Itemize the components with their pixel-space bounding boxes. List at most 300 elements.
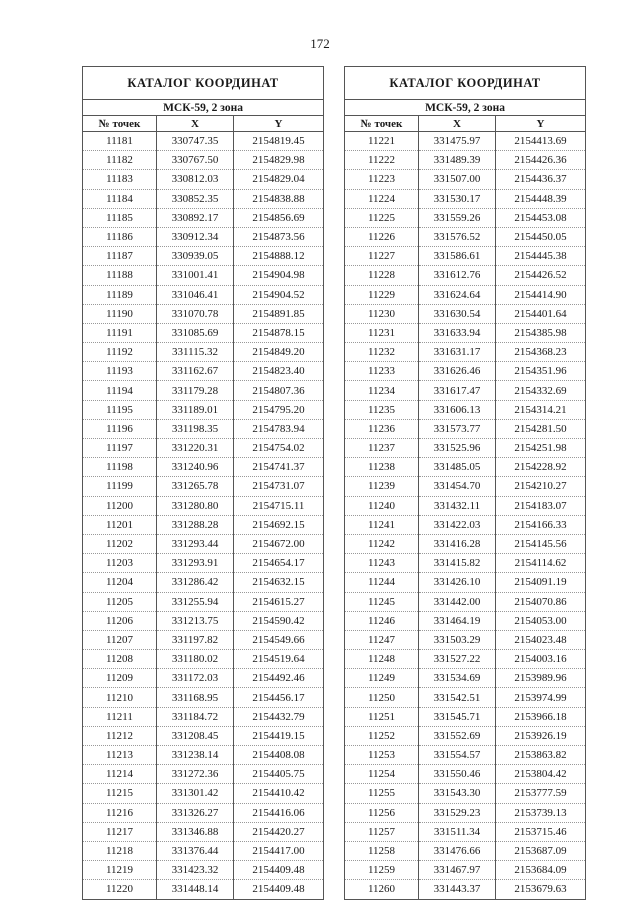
point-number-cell: 11195 (83, 400, 157, 419)
table-row (83, 227, 324, 246)
table-row (83, 554, 324, 573)
table-row (83, 151, 324, 170)
point-number-cell: 11239 (345, 477, 419, 496)
y-coordinate-cell: 2154281.50 (496, 419, 586, 438)
y-coordinate-cell: 2154590.42 (234, 611, 324, 630)
y-coordinate-cell: 2154891.85 (234, 304, 324, 323)
y-coordinate-cell: 2154405.75 (234, 765, 324, 784)
point-number-cell: 11212 (83, 726, 157, 745)
table-row (345, 285, 586, 304)
y-coordinate-cell: 2154849.20 (234, 343, 324, 362)
column-header-point-number: № точек (345, 116, 419, 132)
x-coordinate-cell: 331534.69 (419, 669, 496, 688)
table-row (345, 630, 586, 649)
table-row (83, 247, 324, 266)
table-row (345, 688, 586, 707)
point-number-cell: 11197 (83, 439, 157, 458)
table-row (83, 496, 324, 515)
point-number-cell: 11244 (345, 573, 419, 592)
x-coordinate-cell: 331624.64 (419, 285, 496, 304)
y-coordinate-cell: 2153966.18 (496, 707, 586, 726)
x-coordinate-cell: 331576.52 (419, 227, 496, 246)
column-header-point-number: № точек (83, 116, 157, 132)
y-coordinate-cell: 2154888.12 (234, 247, 324, 266)
y-coordinate-cell: 2154426.52 (496, 266, 586, 285)
x-coordinate-cell: 331208.45 (157, 726, 234, 745)
catalog-title: КАТАЛОГ КООРДИНАТ (83, 67, 324, 100)
table-row (83, 611, 324, 630)
x-coordinate-cell: 331559.26 (419, 208, 496, 227)
x-coordinate-cell: 331467.97 (419, 861, 496, 880)
table-row (83, 650, 324, 669)
point-number-cell: 11192 (83, 343, 157, 362)
point-number-cell: 11260 (345, 880, 419, 899)
y-coordinate-cell: 2154873.56 (234, 227, 324, 246)
x-coordinate-cell: 331070.78 (157, 304, 234, 323)
x-coordinate-cell: 331184.72 (157, 707, 234, 726)
y-coordinate-cell: 2153863.82 (496, 746, 586, 765)
y-coordinate-cell: 2153989.96 (496, 669, 586, 688)
table-row (345, 746, 586, 765)
x-coordinate-cell: 331527.22 (419, 650, 496, 669)
x-coordinate-cell: 331432.11 (419, 496, 496, 515)
table-row (345, 227, 586, 246)
y-coordinate-cell: 2154904.98 (234, 266, 324, 285)
y-coordinate-cell: 2153739.13 (496, 803, 586, 822)
column-header-y: Y (234, 116, 324, 132)
y-coordinate-cell: 2154856.69 (234, 208, 324, 227)
point-number-cell: 11213 (83, 746, 157, 765)
y-coordinate-cell: 2154829.04 (234, 170, 324, 189)
point-number-cell: 11221 (345, 132, 419, 151)
x-coordinate-cell: 331550.46 (419, 765, 496, 784)
table-row (345, 323, 586, 342)
y-coordinate-cell: 2153926.19 (496, 726, 586, 745)
y-coordinate-cell: 2154228.92 (496, 458, 586, 477)
point-number-cell: 11233 (345, 362, 419, 381)
y-coordinate-cell: 2154145.56 (496, 534, 586, 553)
x-coordinate-cell: 331426.10 (419, 573, 496, 592)
y-coordinate-cell: 2154445.38 (496, 247, 586, 266)
point-number-cell: 11184 (83, 189, 157, 208)
table-row (345, 362, 586, 381)
point-number-cell: 11256 (345, 803, 419, 822)
y-coordinate-cell: 2154419.15 (234, 726, 324, 745)
table-row (83, 439, 324, 458)
point-number-cell: 11246 (345, 611, 419, 630)
table-row (83, 170, 324, 189)
y-coordinate-cell: 2154754.02 (234, 439, 324, 458)
x-coordinate-cell: 330747.35 (157, 132, 234, 151)
catalog-body (83, 132, 324, 900)
x-coordinate-cell: 331376.44 (157, 841, 234, 860)
x-coordinate-cell: 331554.57 (419, 746, 496, 765)
y-coordinate-cell: 2154632.15 (234, 573, 324, 592)
page-number: 172 (310, 36, 330, 51)
point-number-cell: 11187 (83, 247, 157, 266)
y-coordinate-cell: 2154615.27 (234, 592, 324, 611)
x-coordinate-cell: 331422.03 (419, 515, 496, 534)
x-coordinate-cell: 331255.94 (157, 592, 234, 611)
x-coordinate-cell: 331454.70 (419, 477, 496, 496)
point-number-cell: 11194 (83, 381, 157, 400)
table-row (345, 400, 586, 419)
y-coordinate-cell: 2154210.27 (496, 477, 586, 496)
table-row (345, 496, 586, 515)
x-coordinate-cell: 331525.96 (419, 439, 496, 458)
x-coordinate-cell: 331240.96 (157, 458, 234, 477)
y-coordinate-cell: 2154426.36 (496, 151, 586, 170)
x-coordinate-cell: 331288.28 (157, 515, 234, 534)
table-row (83, 458, 324, 477)
x-coordinate-cell: 331543.30 (419, 784, 496, 803)
point-number-cell: 11225 (345, 208, 419, 227)
point-number-cell: 11251 (345, 707, 419, 726)
point-number-cell: 11202 (83, 534, 157, 553)
table-row (83, 707, 324, 726)
x-coordinate-cell: 331612.76 (419, 266, 496, 285)
table-row (83, 822, 324, 841)
point-number-cell: 11211 (83, 707, 157, 726)
y-coordinate-cell: 2154332.69 (496, 381, 586, 400)
x-coordinate-cell: 331476.66 (419, 841, 496, 860)
point-number-cell: 11214 (83, 765, 157, 784)
table-row (345, 189, 586, 208)
x-coordinate-cell: 331180.02 (157, 650, 234, 669)
y-coordinate-cell: 2154385.98 (496, 323, 586, 342)
point-number-cell: 11210 (83, 688, 157, 707)
point-number-cell: 11203 (83, 554, 157, 573)
x-coordinate-cell: 331606.13 (419, 400, 496, 419)
table-row (345, 573, 586, 592)
point-number-cell: 11226 (345, 227, 419, 246)
point-number-cell: 11191 (83, 323, 157, 342)
point-number-cell: 11182 (83, 151, 157, 170)
y-coordinate-cell: 2154417.00 (234, 841, 324, 860)
point-number-cell: 11196 (83, 419, 157, 438)
x-coordinate-cell: 331115.32 (157, 343, 234, 362)
x-coordinate-cell: 331238.14 (157, 746, 234, 765)
table-row (345, 170, 586, 189)
y-coordinate-cell: 2154741.37 (234, 458, 324, 477)
table-row (345, 515, 586, 534)
table-row (83, 573, 324, 592)
y-coordinate-cell: 2154436.37 (496, 170, 586, 189)
x-coordinate-cell: 331189.01 (157, 400, 234, 419)
table-row (83, 841, 324, 860)
point-number-cell: 11201 (83, 515, 157, 534)
table-row (345, 765, 586, 784)
y-coordinate-cell: 2154414.90 (496, 285, 586, 304)
point-number-cell: 11208 (83, 650, 157, 669)
catalog-title: КАТАЛОГ КООРДИНАТ (345, 67, 586, 100)
y-coordinate-cell: 2154183.07 (496, 496, 586, 515)
x-coordinate-cell: 331346.88 (157, 822, 234, 841)
catalog-zone: МСК-59, 2 зона (345, 100, 586, 116)
table-row (345, 381, 586, 400)
table-row (345, 726, 586, 745)
table-row (83, 688, 324, 707)
table-row (83, 343, 324, 362)
point-number-cell: 11252 (345, 726, 419, 745)
x-coordinate-cell: 331485.05 (419, 458, 496, 477)
y-coordinate-cell: 2154166.33 (496, 515, 586, 534)
y-coordinate-cell: 2154715.11 (234, 496, 324, 515)
x-coordinate-cell: 331220.31 (157, 439, 234, 458)
y-coordinate-cell: 2154401.64 (496, 304, 586, 323)
y-coordinate-cell: 2153715.46 (496, 822, 586, 841)
x-coordinate-cell: 331573.77 (419, 419, 496, 438)
table-row (83, 669, 324, 688)
point-number-cell: 11215 (83, 784, 157, 803)
point-number-cell: 11206 (83, 611, 157, 630)
coordinate-catalog-left (82, 66, 324, 900)
x-coordinate-cell: 330892.17 (157, 208, 234, 227)
table-row (83, 784, 324, 803)
y-coordinate-cell: 2154692.15 (234, 515, 324, 534)
point-number-cell: 11229 (345, 285, 419, 304)
table-row (83, 208, 324, 227)
x-coordinate-cell: 331489.39 (419, 151, 496, 170)
table-row (83, 400, 324, 419)
y-coordinate-cell: 2154413.69 (496, 132, 586, 151)
x-coordinate-cell: 331530.17 (419, 189, 496, 208)
point-number-cell: 11258 (345, 841, 419, 860)
x-coordinate-cell: 330912.34 (157, 227, 234, 246)
x-coordinate-cell: 331301.42 (157, 784, 234, 803)
y-coordinate-cell: 2154409.48 (234, 861, 324, 880)
x-coordinate-cell: 331046.41 (157, 285, 234, 304)
y-coordinate-cell: 2153804.42 (496, 765, 586, 784)
y-coordinate-cell: 2154450.05 (496, 227, 586, 246)
table-row (83, 304, 324, 323)
table-row (83, 746, 324, 765)
y-coordinate-cell: 2154408.08 (234, 746, 324, 765)
table-row (345, 611, 586, 630)
x-coordinate-cell: 330852.35 (157, 189, 234, 208)
point-number-cell: 11230 (345, 304, 419, 323)
y-coordinate-cell: 2154314.21 (496, 400, 586, 419)
point-number-cell: 11188 (83, 266, 157, 285)
point-number-cell: 11235 (345, 400, 419, 419)
point-number-cell: 11199 (83, 477, 157, 496)
y-coordinate-cell: 2154432.79 (234, 707, 324, 726)
catalog-body (345, 132, 586, 900)
table-row (345, 650, 586, 669)
point-number-cell: 11223 (345, 170, 419, 189)
x-coordinate-cell: 331626.46 (419, 362, 496, 381)
point-number-cell: 11207 (83, 630, 157, 649)
y-coordinate-cell: 2153777.59 (496, 784, 586, 803)
point-number-cell: 11190 (83, 304, 157, 323)
y-coordinate-cell: 2154823.40 (234, 362, 324, 381)
x-coordinate-cell: 331326.27 (157, 803, 234, 822)
point-number-cell: 11185 (83, 208, 157, 227)
table-row (345, 861, 586, 880)
point-number-cell: 11198 (83, 458, 157, 477)
y-coordinate-cell: 2154070.86 (496, 592, 586, 611)
point-number-cell: 11227 (345, 247, 419, 266)
x-coordinate-cell: 330767.50 (157, 151, 234, 170)
y-coordinate-cell: 2154053.00 (496, 611, 586, 630)
point-number-cell: 11238 (345, 458, 419, 477)
point-number-cell: 11228 (345, 266, 419, 285)
point-number-cell: 11205 (83, 592, 157, 611)
x-coordinate-cell: 331545.71 (419, 707, 496, 726)
point-number-cell: 11186 (83, 227, 157, 246)
table-row (83, 266, 324, 285)
table-row (83, 477, 324, 496)
y-coordinate-cell: 2154672.00 (234, 534, 324, 553)
table-row (83, 726, 324, 745)
table-row (345, 477, 586, 496)
table-row (83, 323, 324, 342)
y-coordinate-cell: 2153974.99 (496, 688, 586, 707)
point-number-cell: 11253 (345, 746, 419, 765)
table-row (83, 861, 324, 880)
x-coordinate-cell: 331503.29 (419, 630, 496, 649)
x-coordinate-cell: 331293.44 (157, 534, 234, 553)
point-number-cell: 11254 (345, 765, 419, 784)
y-coordinate-cell: 2154453.08 (496, 208, 586, 227)
point-number-cell: 11220 (83, 880, 157, 899)
table-row (83, 765, 324, 784)
table-row (345, 208, 586, 227)
table-row (345, 803, 586, 822)
point-number-cell: 11183 (83, 170, 157, 189)
point-number-cell: 11247 (345, 630, 419, 649)
table-row (345, 151, 586, 170)
column-header-y: Y (496, 116, 586, 132)
point-number-cell: 11222 (345, 151, 419, 170)
table-row (345, 822, 586, 841)
point-number-cell: 11249 (345, 669, 419, 688)
x-coordinate-cell: 331179.28 (157, 381, 234, 400)
x-coordinate-cell: 331529.23 (419, 803, 496, 822)
table-row (83, 515, 324, 534)
table-row (345, 132, 586, 151)
y-coordinate-cell: 2154731.07 (234, 477, 324, 496)
y-coordinate-cell: 2154807.36 (234, 381, 324, 400)
table-row (345, 534, 586, 553)
x-coordinate-cell: 331617.47 (419, 381, 496, 400)
y-coordinate-cell: 2154492.46 (234, 669, 324, 688)
point-number-cell: 11204 (83, 573, 157, 592)
y-coordinate-cell: 2154795.20 (234, 400, 324, 419)
column-header-x: X (157, 116, 234, 132)
point-number-cell: 11181 (83, 132, 157, 151)
y-coordinate-cell: 2153679.63 (496, 880, 586, 899)
point-number-cell: 11245 (345, 592, 419, 611)
table-row (345, 880, 586, 899)
point-number-cell: 11237 (345, 439, 419, 458)
x-coordinate-cell: 331168.95 (157, 688, 234, 707)
point-number-cell: 11209 (83, 669, 157, 688)
column-header-x: X (419, 116, 496, 132)
x-coordinate-cell: 331416.28 (419, 534, 496, 553)
x-coordinate-cell: 331511.34 (419, 822, 496, 841)
table-row (83, 803, 324, 822)
x-coordinate-cell: 330939.05 (157, 247, 234, 266)
point-number-cell: 11216 (83, 803, 157, 822)
y-coordinate-cell: 2154410.42 (234, 784, 324, 803)
table-row (345, 592, 586, 611)
y-coordinate-cell: 2154114.62 (496, 554, 586, 573)
point-number-cell: 11243 (345, 554, 419, 573)
y-coordinate-cell: 2154878.15 (234, 323, 324, 342)
x-coordinate-cell: 331001.41 (157, 266, 234, 285)
table-row (345, 554, 586, 573)
table-row (345, 669, 586, 688)
x-coordinate-cell: 331162.67 (157, 362, 234, 381)
x-coordinate-cell: 331293.91 (157, 554, 234, 573)
table-row (83, 592, 324, 611)
table-row (345, 343, 586, 362)
y-coordinate-cell: 2154519.64 (234, 650, 324, 669)
x-coordinate-cell: 331586.61 (419, 247, 496, 266)
x-coordinate-cell: 331085.69 (157, 323, 234, 342)
x-coordinate-cell: 331552.69 (419, 726, 496, 745)
y-coordinate-cell: 2154409.48 (234, 880, 324, 899)
table-row (345, 247, 586, 266)
point-number-cell: 11257 (345, 822, 419, 841)
x-coordinate-cell: 331475.97 (419, 132, 496, 151)
x-coordinate-cell: 331633.94 (419, 323, 496, 342)
y-coordinate-cell: 2154904.52 (234, 285, 324, 304)
x-coordinate-cell: 331448.14 (157, 880, 234, 899)
x-coordinate-cell: 331280.80 (157, 496, 234, 515)
y-coordinate-cell: 2154456.17 (234, 688, 324, 707)
x-coordinate-cell: 331442.00 (419, 592, 496, 611)
table-row (345, 266, 586, 285)
y-coordinate-cell: 2154654.17 (234, 554, 324, 573)
table-row (83, 880, 324, 899)
x-coordinate-cell: 331198.35 (157, 419, 234, 438)
table-row (345, 784, 586, 803)
table-row (83, 381, 324, 400)
x-coordinate-cell: 331631.17 (419, 343, 496, 362)
y-coordinate-cell: 2154819.45 (234, 132, 324, 151)
x-coordinate-cell: 331542.51 (419, 688, 496, 707)
table-row (345, 458, 586, 477)
point-number-cell: 11200 (83, 496, 157, 515)
y-coordinate-cell: 2154448.39 (496, 189, 586, 208)
y-coordinate-cell: 2154783.94 (234, 419, 324, 438)
x-coordinate-cell: 331464.19 (419, 611, 496, 630)
y-coordinate-cell: 2154023.48 (496, 630, 586, 649)
y-coordinate-cell: 2154420.27 (234, 822, 324, 841)
x-coordinate-cell: 331286.42 (157, 573, 234, 592)
point-number-cell: 11218 (83, 841, 157, 860)
x-coordinate-cell: 331507.00 (419, 170, 496, 189)
y-coordinate-cell: 2154351.96 (496, 362, 586, 381)
table-row (345, 304, 586, 323)
y-coordinate-cell: 2154368.23 (496, 343, 586, 362)
x-coordinate-cell: 331272.36 (157, 765, 234, 784)
table-row (345, 707, 586, 726)
y-coordinate-cell: 2154091.19 (496, 573, 586, 592)
table-row (83, 534, 324, 553)
point-number-cell: 11259 (345, 861, 419, 880)
point-number-cell: 11255 (345, 784, 419, 803)
table-row (83, 285, 324, 304)
point-number-cell: 11248 (345, 650, 419, 669)
table-row (83, 362, 324, 381)
y-coordinate-cell: 2154829.98 (234, 151, 324, 170)
point-number-cell: 11232 (345, 343, 419, 362)
y-coordinate-cell: 2154416.06 (234, 803, 324, 822)
y-coordinate-cell: 2153684.09 (496, 861, 586, 880)
